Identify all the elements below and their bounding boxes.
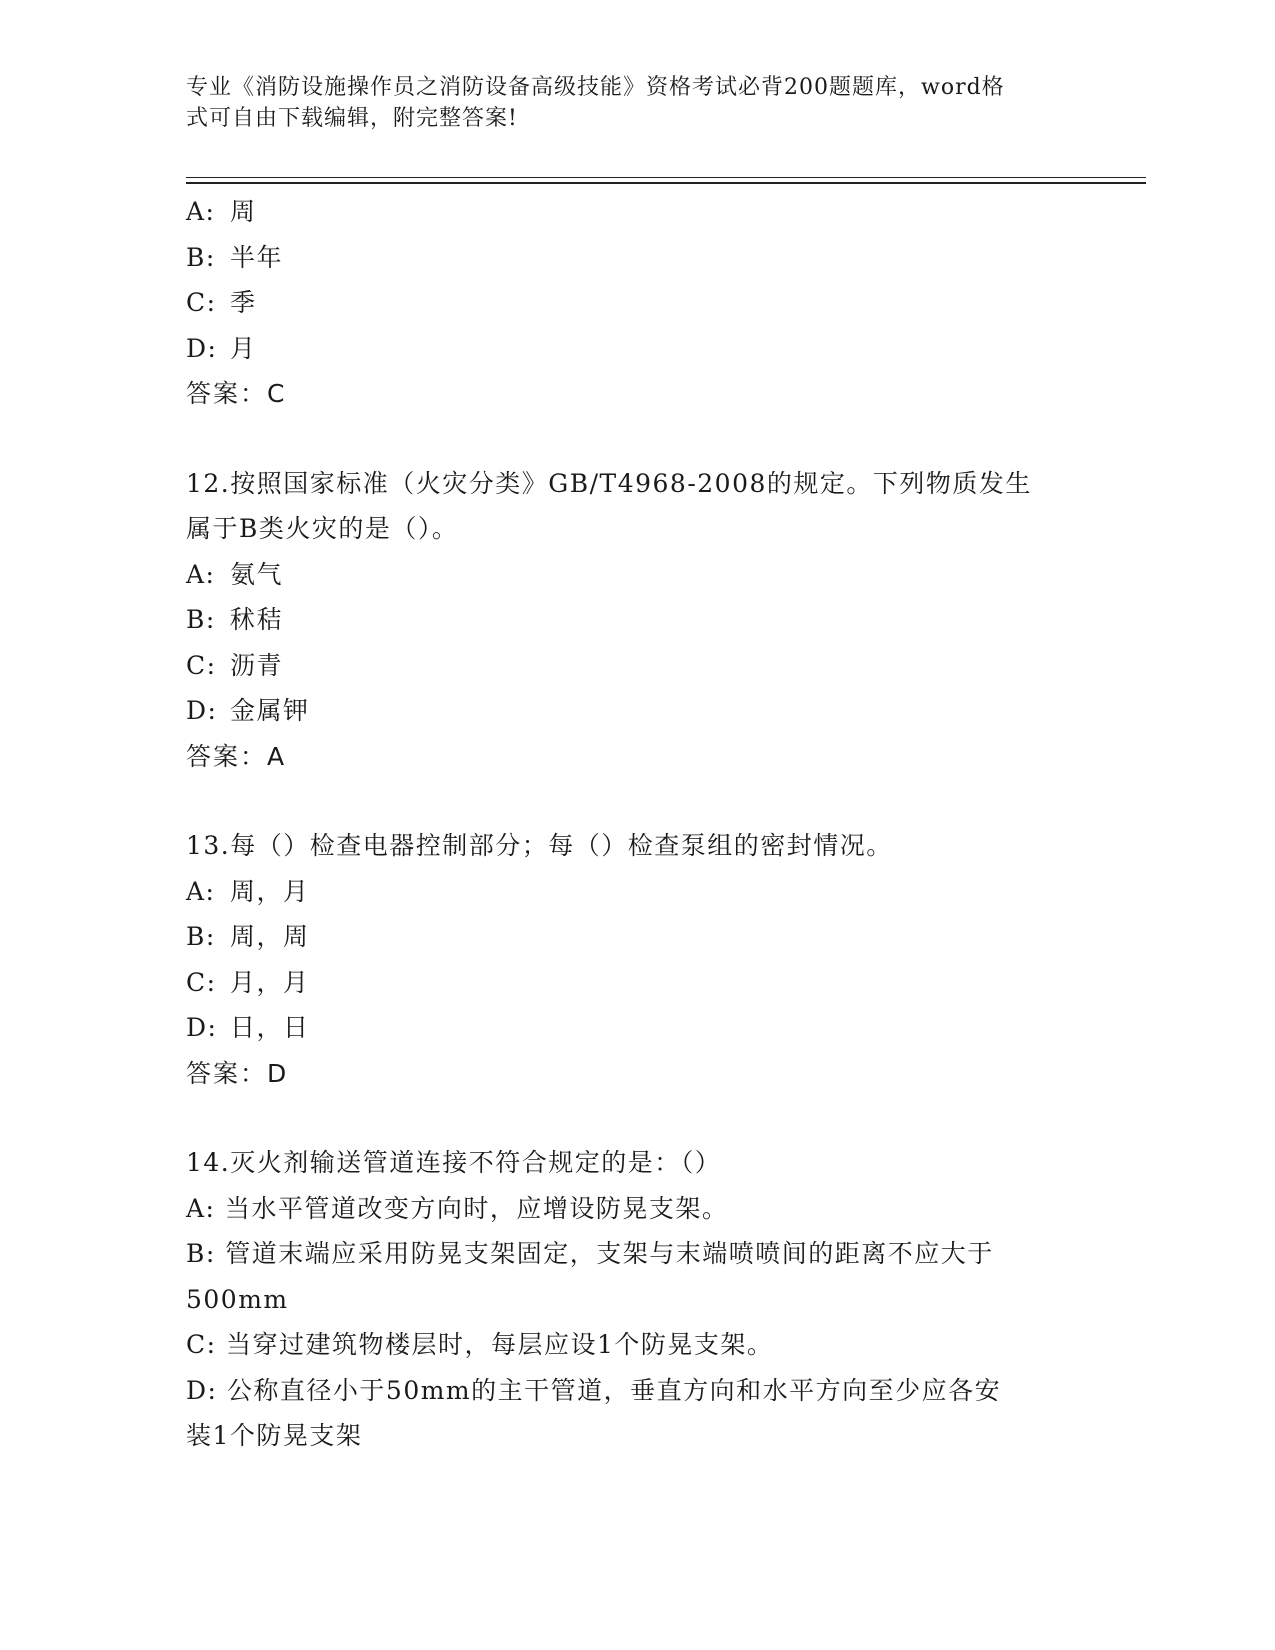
option-d-cont: 装1个防晃支架 [186,1421,363,1450]
question-stem: 13.每（）检查电器控制部分；每（）检查泵组的密封情况。 [186,831,893,860]
question-12 [186,461,1086,780]
question-stem: 12.按照国家标准（火灾分类》GB/T4968-2008的规定。下列物质发生 [186,468,1032,498]
option-b: B: 秫秸 [186,605,284,634]
option-b: B: 管道末端应采用防晃支架固定，支架与末端喷喷间的距离不应大于 [186,1239,994,1268]
option-c: C: 月，月 [186,967,310,997]
option-d: D: 金属钾 [186,696,310,725]
document-header [186,72,1066,134]
option-b-cont: 500mm [186,1284,289,1314]
option-c: C: 当穿过建筑物楼层时，每层应设1个防晃支架。 [186,1330,774,1359]
header-line-2: 式可自由下载编辑，附完整答案! [186,106,518,131]
option-b: B: 半年 [186,242,284,272]
answer-line: 答案：C [186,379,287,408]
question-stem-cont: 属于B类火灾的是（）。 [186,514,459,543]
question-stem: 14.灭火剂输送管道连接不符合规定的是：（） [186,1148,722,1177]
question-13 [186,823,1086,1096]
option-c: C: 沥青 [186,650,284,680]
question-content [186,189,1086,1459]
header-divider-thick [186,182,1146,184]
question-11 [186,189,1086,417]
header-line-1: 专业《消防设施操作员之消防设备高级技能》资格考试必背200题题库，word格 [186,75,1005,100]
option-a: A: 周，月 [186,876,310,906]
option-d: D: 日，日 [186,1013,310,1042]
header-divider-thin [186,177,1146,178]
option-d: D: 月 [186,333,257,363]
answer-line: 答案：A [186,741,287,771]
answer-line: 答案：D [186,1058,289,1088]
option-b: B: 周，周 [186,922,310,951]
option-d: D: 公称直径小于50mm的主干管道，垂直方向和水平方向至少应各安 [186,1375,1002,1405]
option-a: A: 周 [186,197,257,226]
question-14 [186,1140,1086,1459]
option-c: C: 季 [186,288,257,317]
option-a: A: 当水平管道改变方向时，应增设防晃支架。 [186,1193,729,1223]
option-a: A: 氨气 [186,559,284,589]
